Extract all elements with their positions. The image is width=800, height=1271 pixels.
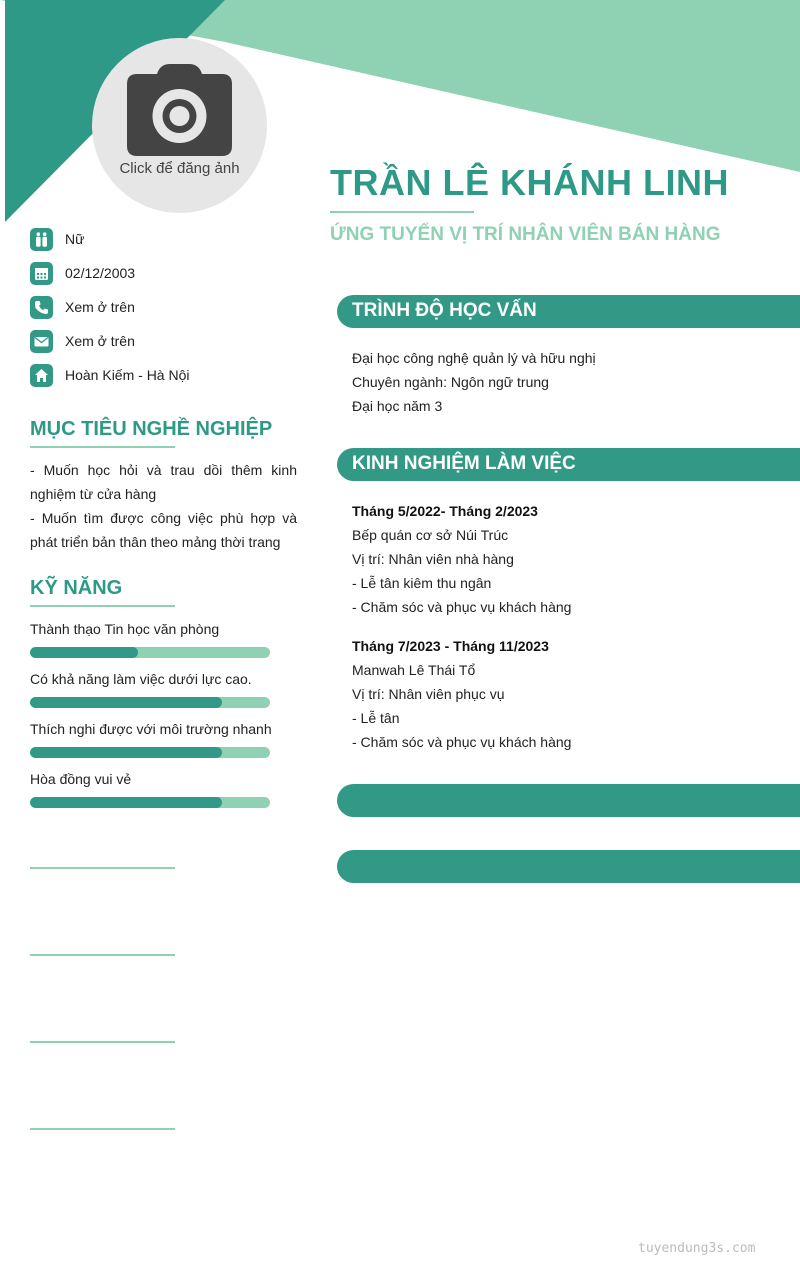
skill-name: Thích nghi được với môi trường nhanh [30,721,272,737]
name-underline [330,211,474,213]
skill-name: Hòa đồng vui vẻ [30,771,132,787]
avatar-caption: Click để đăng ảnh [119,160,240,177]
experience-title: KINH NGHIỆM LÀM VIỆC [352,453,576,474]
phone-icon [30,296,53,319]
info-birthday-value: 02/12/2003 [65,265,136,281]
info-address-value: Hoàn Kiếm - Hà Nội [65,367,190,383]
job-duty: - Lễ tân kiêm thu ngân [352,575,492,591]
job-role: Vị trí: Nhân viên phục vụ [352,686,505,702]
watermark: tuyendung3s.com [638,1241,756,1256]
empty-section-underline [30,954,175,956]
skill-bar [30,647,270,658]
education-banner [337,295,800,328]
skills-title: KỸ NĂNG [30,577,123,599]
skills-underline [30,605,175,607]
skill-name: Có khả năng làm việc dưới lực cao. [30,671,252,687]
info-address [30,358,310,392]
info-phone-value: Xem ở trên [65,299,135,315]
goal-underline [30,446,175,448]
skill-item [30,767,270,817]
job-entry [352,499,571,619]
experience-banner [337,448,800,481]
info-email-value: Xem ở trên [65,333,135,349]
skill-bar [30,747,270,758]
goal-title: MỤC TIÊU NGHỀ NGHIỆP [30,418,273,440]
skill-name: Thành thạo Tin học văn phòng [30,621,220,637]
skill-item [30,717,270,767]
skills-list [30,617,270,817]
skill-item [30,667,270,717]
education-line: Chuyên ngành: Ngôn ngữ trung [352,374,549,390]
skill-bar [30,697,270,708]
empty-section-underline [30,867,175,869]
goal-line: - Muốn học hỏi và trau dồi thêm kinh nghiệm từ cửa hàng [30,462,297,502]
gender-icon [30,228,53,251]
info-gender-value: Nữ [65,231,85,247]
job-duty: - Lễ tân [352,710,400,726]
empty-section-underline [30,1041,175,1043]
info-phone [30,290,310,324]
job-period: Tháng 5/2022- Tháng 2/2023 [352,503,538,519]
skill-bar-fill [30,747,222,758]
skill-bar [30,797,270,808]
education-content [352,346,596,418]
skill-bar-fill [30,697,222,708]
job-period: Tháng 7/2023 - Tháng 11/2023 [352,638,549,654]
education-line: Đại học công nghệ quản lý và hữu nghị [352,350,596,366]
empty-section-banner [337,850,800,883]
goal-line: - Muốn tìm được công việc phù hợp và phát triển bản thân theo mảng thời trang [30,510,297,550]
camera-icon [127,64,232,156]
empty-section-banner [337,784,800,817]
home-icon [30,364,53,387]
skill-item [30,617,270,667]
info-birthday [30,256,310,290]
email-icon [30,330,53,353]
personal-info [30,222,310,392]
job-role: Vị trí: Nhân viên nhà hàng [352,551,514,567]
education-title: TRÌNH ĐỘ HỌC VẤN [352,300,537,321]
job-entry [352,634,571,754]
applied-position: ỨNG TUYỂN VỊ TRÍ NHÂN VIÊN BÁN HÀNG [330,224,721,245]
skill-bar-fill [30,797,222,808]
info-email [30,324,310,358]
job-company: Manwah Lê Thái Tổ [352,662,476,678]
calendar-icon [30,262,53,285]
goal-text [30,458,297,554]
info-gender [30,222,310,256]
job-duty: - Chăm sóc và phục vụ khách hàng [352,599,572,615]
education-line: Đại học năm 3 [352,398,443,414]
candidate-name: TRẦN LÊ KHÁNH LINH [330,162,729,203]
skill-bar-fill [30,647,138,658]
empty-section-underline [30,1128,175,1130]
job-company: Bếp quán cơ sở Núi Trúc [352,527,509,543]
job-duty: - Chăm sóc và phục vụ khách hàng [352,734,572,750]
avatar-upload[interactable] [92,38,267,213]
